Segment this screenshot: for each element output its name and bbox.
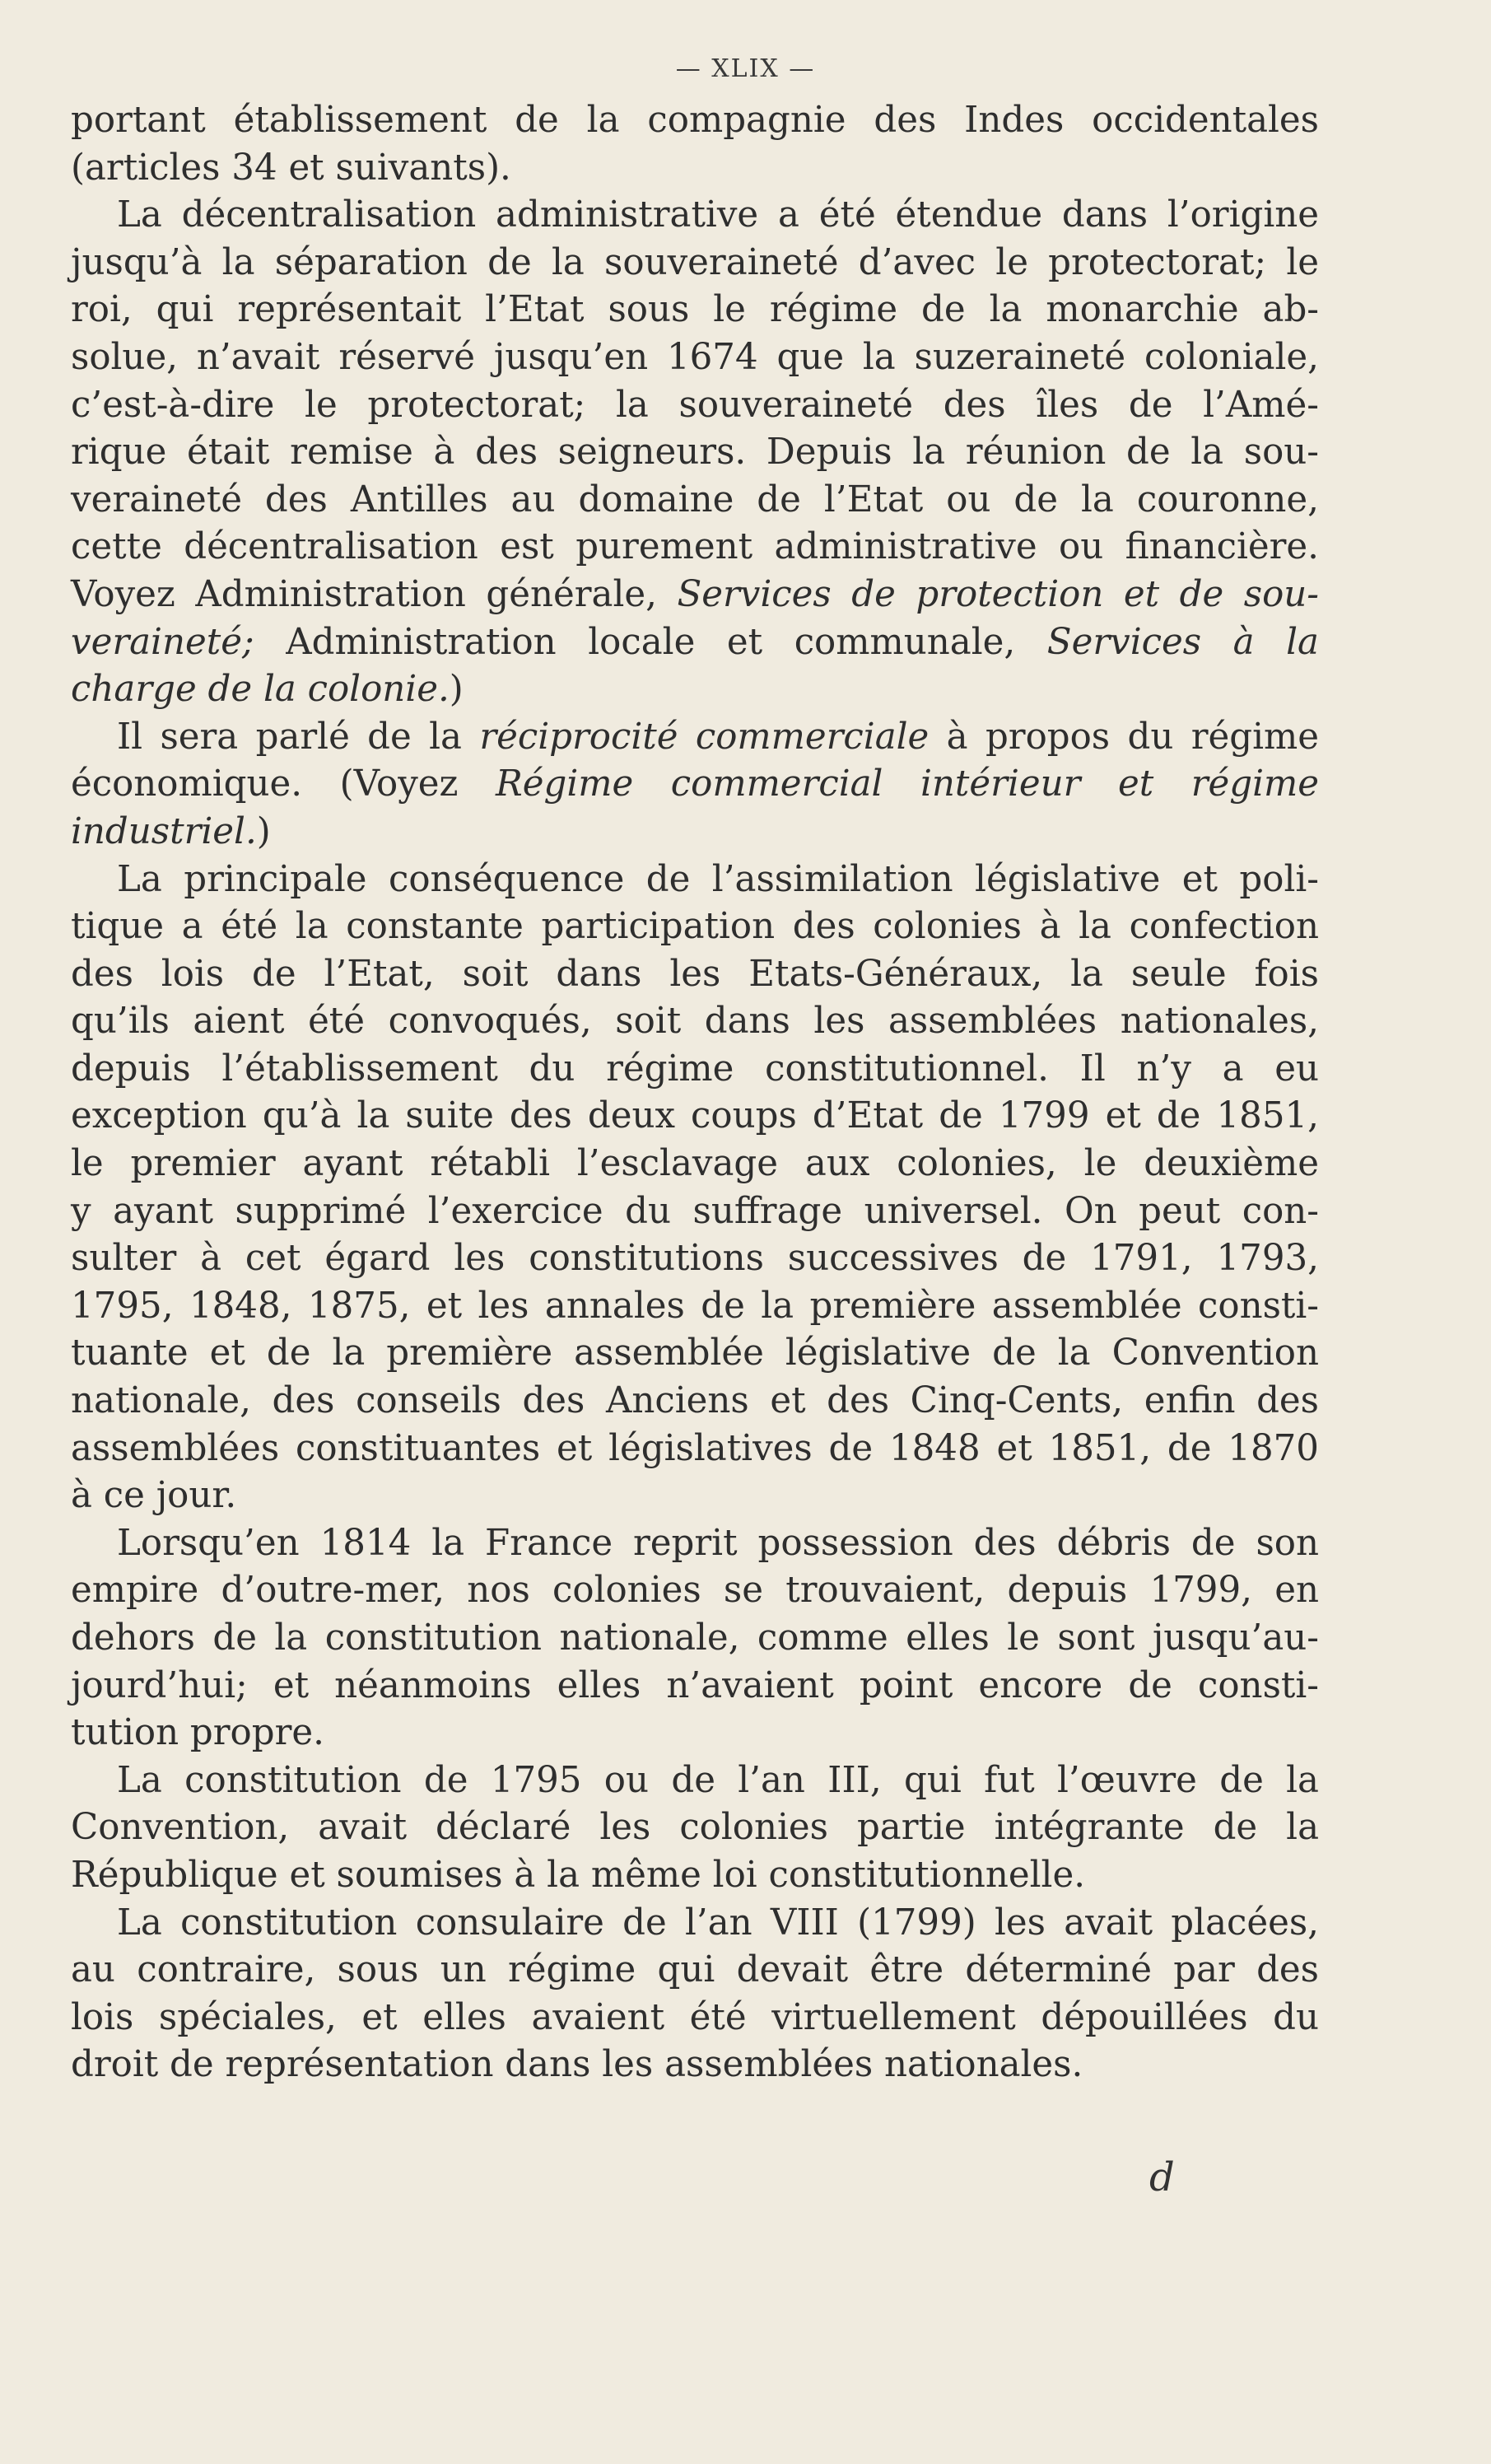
text-line <box>71 1852 1319 1900</box>
text-segment: Voyez Administration générale, <box>71 573 678 615</box>
text-line <box>71 429 1319 477</box>
text-segment: La principale conséquence de l’assimilation législative et poli- <box>117 858 1319 900</box>
text-line <box>71 1663 1319 1710</box>
text-segment: (articles 34 et suivants). <box>71 147 511 189</box>
text-line <box>71 998 1319 1046</box>
italic-text: réciprocité commerciale <box>479 716 930 758</box>
text-segment: Lorsqu’en 1814 la France reprit possession des débris de son <box>117 1522 1319 1564</box>
text-segment: à ce jour. <box>71 1475 237 1517</box>
text-line <box>71 1283 1319 1331</box>
text-line <box>71 1520 1319 1568</box>
text-segment: cette décentralisation est purement administrative ou financière. <box>71 526 1319 568</box>
text-segment: à propos du régime <box>929 716 1319 758</box>
text-line <box>71 856 1319 904</box>
italic-text: veraineté; <box>71 621 254 663</box>
text-segment: sulter à cet égard les constitutions successives de 1791, 1793, <box>71 1238 1319 1280</box>
italic-text: Régime commercial intérieur et régime <box>495 763 1319 805</box>
text-segment: tuante et de la première assemblée législative de la Convention <box>71 1332 1319 1374</box>
text-segment: ) <box>256 810 271 852</box>
text-line <box>71 1472 1319 1520</box>
text-segment: La constitution de 1795 ou de l’an III, qui fut l’œuvre de la <box>117 1759 1319 1801</box>
text-line <box>71 287 1319 334</box>
text-segment: économique. (Voyez <box>71 763 496 805</box>
text-line <box>71 524 1319 572</box>
text-segment: La décentralisation administrative a été étendue dans l’origine <box>117 194 1319 236</box>
text-line <box>71 1995 1319 2042</box>
text-line <box>71 809 1319 856</box>
text-segment: nationale, des conseils des Anciens et des Cinq-Cents, enfin des <box>71 1380 1319 1422</box>
text-segment: jusqu’à la séparation de la souveraineté d’avec le protectorat; le <box>71 241 1319 283</box>
text-segment: empire d’outre-mer, nos colonies se trouvaient, depuis 1799, en <box>71 1570 1319 1612</box>
text-segment: depuis l’établissement du régime constitutionnel. Il n’y a eu <box>71 1048 1319 1090</box>
text-line <box>71 334 1319 382</box>
text-segment: qu’ils aient été convoqués, soit dans les assemblées nationales, <box>71 1001 1319 1043</box>
text-line <box>71 619 1319 667</box>
text-line <box>71 1093 1319 1141</box>
text-segment: veraineté des Antilles au domaine de l’Etat ou de la couronne, <box>71 478 1319 520</box>
text-segment: ) <box>449 669 464 711</box>
text-line <box>71 477 1319 525</box>
text-line <box>71 1188 1319 1236</box>
text-segment: des lois de l’Etat, soit dans les Etats-Généraux, la seule fois <box>71 953 1319 995</box>
text-segment: le premier ayant rétabli l’esclavage aux colonies, le deuxième <box>71 1143 1319 1185</box>
text-line <box>71 714 1319 762</box>
text-line <box>71 382 1319 430</box>
text-segment: solue, n’avait réservé jusqu’en 1674 que la suzeraineté coloniale, <box>71 336 1319 378</box>
text-segment: jourd’hui; et néanmoins elles n’avaient point encore de consti- <box>71 1664 1319 1706</box>
text-line <box>71 1757 1319 1805</box>
text-segment: portant établissement de la compagnie des Indes occidentales <box>71 100 1319 141</box>
text-segment: lois spéciales, et elles avaient été virtuellement dépouillées du <box>71 1996 1319 2038</box>
text-line <box>71 1235 1319 1283</box>
text-line <box>71 1330 1319 1378</box>
italic-text: Services à la <box>1046 621 1319 663</box>
text-line <box>71 951 1319 999</box>
text-segment: 1795, 1848, 1875, et les annales de la première assemblée consti- <box>71 1285 1319 1327</box>
italic-text: charge de la colonie. <box>71 669 450 711</box>
signature-mark: d <box>1149 2154 1175 2200</box>
text-segment: c’est-à-dire le protectorat; la souveraineté des îles de l’Amé- <box>71 384 1319 426</box>
text-line <box>71 1426 1319 1473</box>
text-segment: roi, qui représentait l’Etat sous le régime de la monarchie ab- <box>71 289 1319 331</box>
text-line <box>71 761 1319 809</box>
text-line <box>71 903 1319 951</box>
text-line <box>71 240 1319 287</box>
text-line <box>71 1615 1319 1663</box>
text-line <box>71 1804 1319 1852</box>
text-line <box>71 1046 1319 1094</box>
text-line <box>71 572 1319 619</box>
text-line <box>71 2042 1319 2089</box>
text-segment: Il sera parlé de la <box>117 716 480 758</box>
text-segment: La constitution consulaire de l’an VIII (1799) les avait placées, <box>117 1902 1319 1944</box>
text-segment: y ayant supprimé l’exercice du suffrage universel. On peut con- <box>71 1190 1319 1232</box>
text-line <box>71 1900 1319 1948</box>
body-text <box>71 97 1319 2089</box>
text-segment: tique a été la constante participation des colonies à la confection <box>71 906 1319 948</box>
text-line <box>71 145 1319 193</box>
italic-text: Services de protection et de sou- <box>677 573 1319 615</box>
text-line <box>71 1947 1319 1995</box>
text-segment: dehors de la constitution nationale, comme elles le sont jusqu’au- <box>71 1617 1319 1659</box>
text-line <box>71 1141 1319 1188</box>
text-segment: rique était remise à des seigneurs. Depuis la réunion de la sou- <box>71 432 1319 474</box>
text-line <box>71 192 1319 240</box>
page-number-header: — XLIX — <box>675 54 816 83</box>
text-segment: au contraire, sous un régime qui devait être déterminé par des <box>71 1949 1319 1991</box>
text-line <box>71 666 1319 714</box>
text-segment: exception qu’à la suite des deux coups d’Etat de 1799 et de 1851, <box>71 1095 1319 1137</box>
text-segment: Convention, avait déclaré les colonies partie intégrante de la <box>71 1807 1319 1849</box>
text-line <box>71 1710 1319 1757</box>
text-segment: tution propre. <box>71 1712 324 1754</box>
text-segment: droit de représentation dans les assemblées nationales. <box>71 2044 1083 2086</box>
text-line <box>71 97 1319 145</box>
text-segment: République et soumises à la même loi constitutionnelle. <box>71 1854 1086 1896</box>
text-line <box>71 1567 1319 1615</box>
text-line <box>71 1378 1319 1426</box>
italic-text: industriel. <box>71 810 257 852</box>
text-segment: Administration locale et communale, <box>254 621 1047 663</box>
text-segment: assemblées constituantes et législatives de 1848 et 1851, de 1870 <box>71 1427 1319 1469</box>
